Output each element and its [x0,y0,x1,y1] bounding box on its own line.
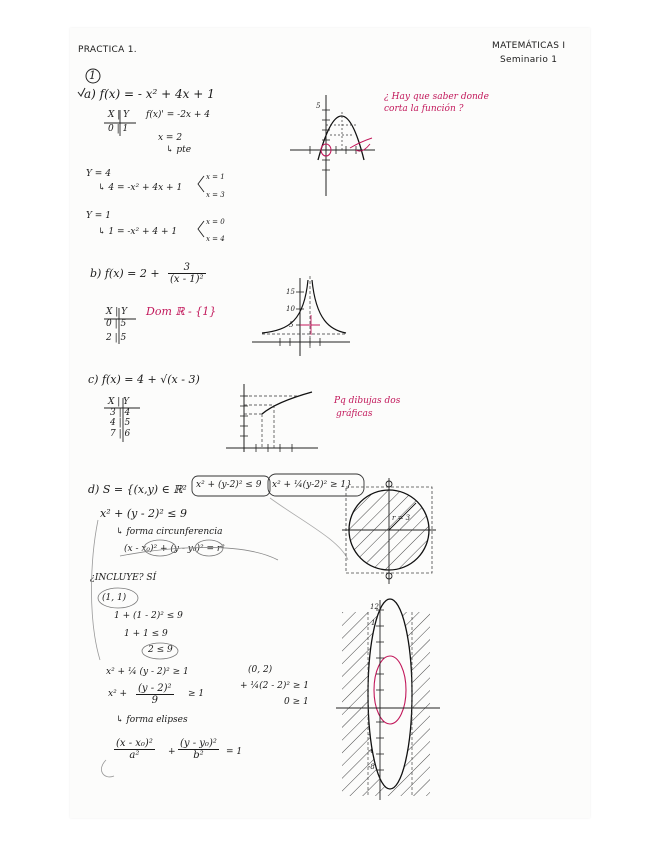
part-d-circle-graph [342,478,436,584]
part-a-y1-bracket [198,221,204,237]
checkmark-icon [78,88,85,96]
part-d-circle-equation: (x - x₀)² + (y - y₀)² = r² [124,544,225,554]
part-a-y4-solution-1: x = 1 [206,173,225,181]
part-b-fraction-numerator: 3 [168,262,206,274]
part-a-y1-label: Y = 1 [86,211,111,221]
part-d-ellipse-2-numerator: (y - 2)² [138,683,172,694]
part-a-table-head: X | Y [108,110,130,120]
practice-title: PRACTICA 1. [78,45,137,55]
part-d-circle-label: ↳ forma circunferencia [116,527,223,537]
part-c-note-line-2: gráficas [336,409,373,419]
part-d-ellipse-general-num-1: (x - x₀)² [116,738,153,749]
part-c-table-row-3: 7 | 6 [110,429,131,439]
part-a-y1-equation: ↳ 1 = -x² + 4 + 1 [98,227,178,237]
part-d-step-3: 2 ≤ 9 [148,645,173,655]
part-b-graph [252,276,350,356]
annotation-arrow-3 [101,760,114,777]
part-b-table-row-1: 0 | 5 [106,319,127,329]
part-c-table-row-2: 4 | 5 [110,418,131,428]
part-d-ellipse-general-num-2: (y - y₀)² [180,738,217,749]
part-c-function: c) f(x) = 4 + √(x - 3) [88,373,200,386]
seminar-label: Seminario 1 [500,55,558,65]
part-a-function: a) f(x) = - x² + 4x + 1 [84,87,215,101]
part-c-graph [226,384,318,452]
part-d-ellipse-general-den-2: b² [193,750,204,761]
part-d-condition-1: x² + (y-2)² ≤ 9 [196,480,262,490]
part-d-ellipse-general-equals: = 1 [226,747,243,757]
part-d-ellipse-general-den-1: a² [129,750,140,761]
part-b-domain-note: Dom ℝ - {1} [146,305,217,318]
result-highlight [142,643,178,659]
x0-highlight [144,540,176,556]
part-b-function: b) f(x) = 2 + [90,267,160,280]
part-b-table-row-2: 2 | 5 [106,333,127,343]
part-b-tick-10: 10 [286,305,295,313]
part-b-table-lines [104,308,136,344]
part-c-table-head: X | Y [108,397,130,407]
test-point-highlight [98,588,138,608]
part-c-note-line-1: Pq dibujas dos [334,396,401,406]
part-a-y1-solution-2: x = 4 [206,235,225,243]
part-a-graph-tick: 5 [316,102,321,110]
part-a-teacher-note: ¿ Hay que saber donde corta la función ? [384,92,489,115]
exercise-number-circle [86,69,100,83]
part-d-condition-2: x² + ¼(y-2)² ≥ 1} [272,480,352,490]
part-a-y1-solution-1: x = 0 [206,218,225,226]
part-a-y4-label: Y = 4 [86,169,111,179]
part-b-fraction-denominator: (x - 1)² [170,274,204,285]
part-a-y4-equation: ↳ 4 = -x² + 4x + 1 [98,183,183,193]
part-b-tick-5: 5 [289,321,294,329]
part-d-point-02-eval: + ¼(2 - 2)² ≥ 1 [240,681,309,691]
part-d-test-point: (1, 1) [102,593,127,603]
part-d-step-2: 1 + 1 ≤ 9 [124,629,168,639]
part-a-table-row: 0 | 1 [108,124,129,134]
part-d-set: d) S = {(x,y) ∈ ℝ² [88,483,187,496]
part-d-step-1: 1 + (1 - 2)² ≤ 9 [114,611,183,621]
part-d-ellipse-general-plus: + [168,747,176,757]
part-b-table-head: X | Y [106,307,128,317]
subject-title: MATEMÁTICAS I [492,41,566,51]
annotation-arrow-2 [270,498,348,560]
exercise-number: 1 [89,69,96,82]
part-a-critical-x: x = 2 [158,133,183,143]
part-d-ellipse-1: x² + ¼ (y - 2)² ≥ 1 [106,667,189,677]
part-a-y4-bracket [198,176,204,192]
part-d-ellipse-graph [336,599,440,800]
part-d-point-02-result: 0 ≥ 1 [284,697,309,707]
part-c-table-lines [104,398,140,442]
part-d-inequality: x² + (y - 2)² ≤ 9 [100,507,187,520]
part-d-ellipse-label: ↳ forma elipses [116,715,188,725]
part-a-pte: ↳ pte [166,145,192,155]
part-a-derivative: f(x)' = -2x + 4 [146,110,210,120]
part-d-ellipse-2-right: ≥ 1 [188,689,205,699]
part-d-condition-outlines [192,474,364,496]
annotation-arrow [92,520,101,660]
part-b-tick-15: 15 [286,288,295,296]
part-d-ellipse-2-left: x² + [108,689,128,699]
part-a-y4-solution-2: x = 3 [206,191,225,199]
part-a-graph [290,95,375,196]
part-c-table-row-1: 3 | 4 [110,408,131,418]
part-d-ellipse-2-denominator: 9 [151,695,158,706]
part-d-point-02: (0, 2) [248,665,273,675]
ellipse-tick-12: 12 [370,603,379,611]
part-a-table-lines [104,110,136,136]
part-d-includes: ¿INCLUYE? SÍ [90,573,157,583]
